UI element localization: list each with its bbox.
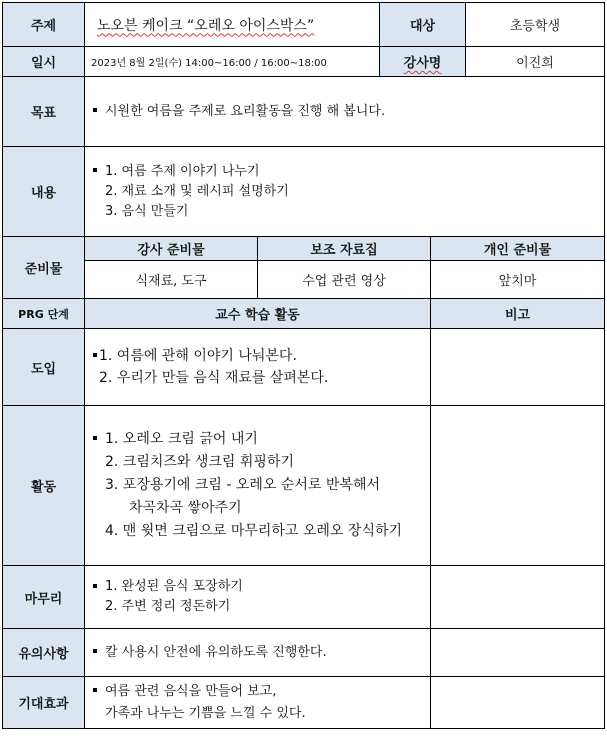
activity-row bbox=[3, 406, 605, 566]
materials-header-instructor: 강사 준비물 bbox=[85, 237, 258, 261]
topic-value bbox=[85, 3, 380, 47]
instructor-value: 이진희 bbox=[466, 47, 605, 77]
intro-label: 도입 bbox=[3, 329, 85, 406]
bullet-icon bbox=[93, 584, 97, 588]
content-cell bbox=[85, 147, 605, 237]
effect-cell bbox=[85, 677, 431, 729]
topic-text: 노오븐 케이크 “오레오 아이스박스” bbox=[97, 17, 315, 34]
caution-text: 칼 사용시 안전에 유의하도록 진행한다. bbox=[105, 644, 327, 660]
activity-item: 1. 오레오 크림 긁어 내기 bbox=[93, 428, 430, 451]
effect-label: 기대효과 bbox=[3, 677, 85, 729]
wrapup-item: 2. 주변 정리 정돈하기 bbox=[105, 599, 231, 614]
activity-header-row bbox=[3, 299, 605, 329]
target-label: 대상 bbox=[380, 3, 466, 47]
content-label: 내용 bbox=[3, 147, 85, 237]
goal-cell bbox=[85, 77, 605, 147]
activity-item: 차곡차곡 쌓아주기 bbox=[129, 500, 242, 516]
bullet-icon bbox=[93, 168, 97, 172]
materials-values-row bbox=[3, 261, 605, 299]
topic-label: 주제 bbox=[3, 3, 85, 47]
activity-item: 2. 크림치즈와 생크림 휘핑하기 bbox=[105, 454, 294, 470]
materials-value-personal: 앞치마 bbox=[431, 261, 605, 299]
activity-label: 활동 bbox=[3, 406, 85, 566]
stage-header: PRG 단계 bbox=[3, 299, 85, 329]
wrapup-row bbox=[3, 566, 605, 629]
bullet-icon bbox=[93, 353, 97, 357]
effect-row bbox=[3, 677, 605, 729]
effect-line: 여름 관련 음식을 만들어 보고, bbox=[93, 681, 430, 703]
intro-note bbox=[431, 329, 605, 406]
intro-item: 1. 여름에 관해 이야기 나눠본다. bbox=[93, 345, 430, 367]
activity-item: 3. 포장용기에 크림 - 오레오 순서로 반복해서 bbox=[105, 477, 381, 493]
target-value: 초등학생 bbox=[466, 3, 605, 47]
date-value: 2023년 8월 2일(수) 14:00~16:00 / 16:00~18:00 bbox=[85, 47, 380, 77]
wrapup-note bbox=[431, 566, 605, 629]
bullet-icon bbox=[93, 436, 97, 440]
content-item: 3. 음식 만들기 bbox=[105, 203, 189, 219]
effect-line: 가족과 나누는 기쁨을 느낄 수 있다. bbox=[105, 705, 306, 721]
bullet-icon bbox=[93, 108, 97, 112]
goal-label: 목표 bbox=[3, 77, 85, 147]
caution-cell bbox=[85, 629, 431, 677]
goal-text: 시원한 여름을 주제로 요리활동을 진행 해 봅니다. bbox=[105, 103, 386, 119]
materials-header-row bbox=[3, 237, 605, 261]
bullet-icon bbox=[93, 688, 97, 692]
caution-label: 유의사항 bbox=[3, 629, 85, 677]
activity-cell bbox=[85, 406, 431, 566]
content-item: 2. 재료 소개 및 레시피 설명하기 bbox=[105, 183, 289, 199]
content-row bbox=[3, 147, 605, 237]
topic-row bbox=[3, 3, 605, 47]
materials-header-aux: 보조 자료집 bbox=[258, 237, 431, 261]
caution-note bbox=[431, 629, 605, 677]
materials-label: 준비물 bbox=[3, 237, 85, 299]
materials-header-personal: 개인 준비물 bbox=[431, 237, 605, 261]
date-label: 일시 bbox=[3, 47, 85, 77]
wrapup-item: 1. 완성된 음식 포장하기 bbox=[93, 577, 430, 597]
materials-value-aux: 수업 관련 영상 bbox=[258, 261, 431, 299]
wrapup-cell bbox=[85, 566, 431, 629]
wrapup-label: 마무리 bbox=[3, 566, 85, 629]
intro-row bbox=[3, 329, 605, 406]
activity-header: 교수 학습 활동 bbox=[85, 299, 431, 329]
intro-cell bbox=[85, 329, 431, 406]
intro-item: 2. 우리가 만들 음식 재료를 살펴본다. bbox=[99, 370, 329, 386]
activity-note bbox=[431, 406, 605, 566]
lesson-plan-table bbox=[2, 2, 605, 729]
instructor-label-text: 강사명 bbox=[403, 56, 442, 71]
date-row bbox=[3, 47, 605, 77]
goal-row bbox=[3, 77, 605, 147]
materials-value-instructor: 식재료, 도구 bbox=[85, 261, 258, 299]
note-header: 비고 bbox=[431, 299, 605, 329]
caution-row bbox=[3, 629, 605, 677]
content-item: 1. 여름 주제 이야기 나누기 bbox=[93, 162, 604, 182]
activity-item: 4. 맨 윗면 크림으로 마무리하고 오레오 장식하기 bbox=[105, 523, 403, 539]
bullet-icon bbox=[93, 649, 97, 653]
instructor-label bbox=[380, 47, 466, 77]
effect-note bbox=[431, 677, 605, 729]
